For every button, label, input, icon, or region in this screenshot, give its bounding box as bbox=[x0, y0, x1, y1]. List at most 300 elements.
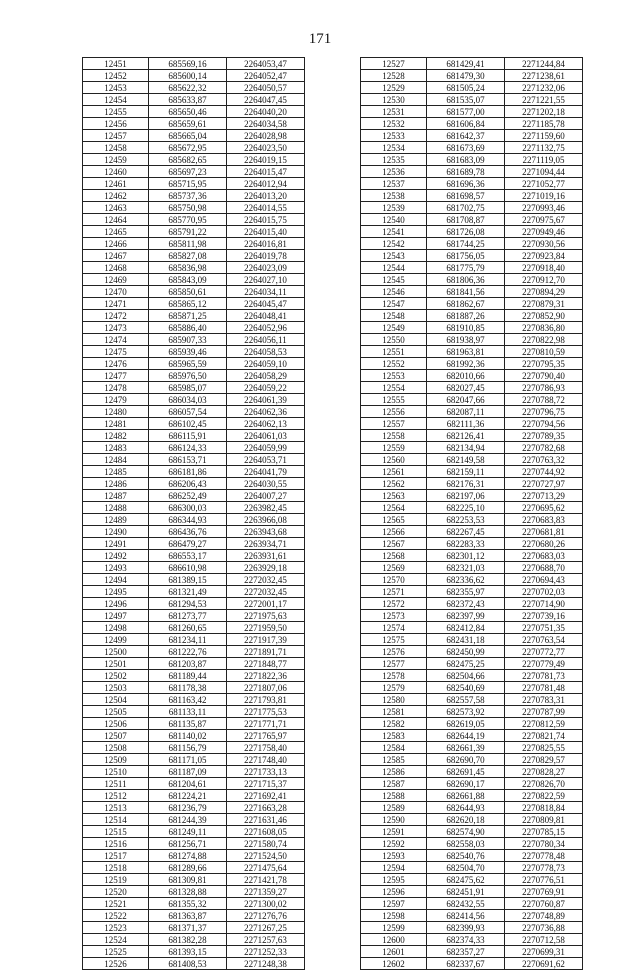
x-coordinate-cell: 685569,16 bbox=[149, 58, 227, 70]
point-number-cell: 12598 bbox=[361, 910, 427, 922]
y-coordinate-cell: 2271959,50 bbox=[227, 622, 305, 634]
table-row bbox=[83, 70, 305, 82]
table-row bbox=[361, 862, 583, 874]
x-coordinate-cell: 681189,44 bbox=[149, 670, 227, 682]
x-coordinate-cell: 681244,39 bbox=[149, 814, 227, 826]
y-coordinate-cell: 2270760,87 bbox=[505, 898, 583, 910]
point-number-cell: 12520 bbox=[83, 886, 149, 898]
y-coordinate-cell: 2271771,71 bbox=[227, 718, 305, 730]
point-number-cell: 12454 bbox=[83, 94, 149, 106]
table-row bbox=[83, 346, 305, 358]
x-coordinate-cell: 682691,45 bbox=[427, 766, 505, 778]
y-coordinate-cell: 2264062,13 bbox=[227, 418, 305, 430]
x-coordinate-cell: 681289,66 bbox=[149, 862, 227, 874]
x-coordinate-cell: 685836,98 bbox=[149, 262, 227, 274]
table-row bbox=[83, 622, 305, 634]
y-coordinate-cell: 2270879,31 bbox=[505, 298, 583, 310]
y-coordinate-cell: 2264053,47 bbox=[227, 58, 305, 70]
x-coordinate-cell: 682644,93 bbox=[427, 802, 505, 814]
point-number-cell: 12575 bbox=[361, 634, 427, 646]
y-coordinate-cell: 2264040,20 bbox=[227, 106, 305, 118]
point-number-cell: 12492 bbox=[83, 550, 149, 562]
y-coordinate-cell: 2270778,48 bbox=[505, 850, 583, 862]
x-coordinate-cell: 682267,45 bbox=[427, 526, 505, 538]
table-row bbox=[83, 850, 305, 862]
point-number-cell: 12475 bbox=[83, 346, 149, 358]
x-coordinate-cell: 682661,88 bbox=[427, 790, 505, 802]
x-coordinate-cell: 682283,33 bbox=[427, 538, 505, 550]
x-coordinate-cell: 682149,58 bbox=[427, 454, 505, 466]
point-number-cell: 12561 bbox=[361, 466, 427, 478]
table-row bbox=[83, 322, 305, 334]
x-coordinate-cell: 682301,12 bbox=[427, 550, 505, 562]
x-coordinate-cell: 682412,84 bbox=[427, 622, 505, 634]
y-coordinate-cell: 2264007,27 bbox=[227, 490, 305, 502]
x-coordinate-cell: 682253,53 bbox=[427, 514, 505, 526]
point-number-cell: 12504 bbox=[83, 694, 149, 706]
x-coordinate-cell: 682355,97 bbox=[427, 586, 505, 598]
table-row bbox=[83, 898, 305, 910]
x-coordinate-cell: 681187,09 bbox=[149, 766, 227, 778]
point-number-cell: 12515 bbox=[83, 826, 149, 838]
table-row bbox=[83, 706, 305, 718]
x-coordinate-cell: 681363,87 bbox=[149, 910, 227, 922]
x-coordinate-cell: 681689,78 bbox=[427, 166, 505, 178]
x-coordinate-cell: 682431,18 bbox=[427, 634, 505, 646]
table-row bbox=[83, 190, 305, 202]
point-number-cell: 12477 bbox=[83, 370, 149, 382]
table-row bbox=[83, 886, 305, 898]
point-number-cell: 12524 bbox=[83, 934, 149, 946]
table-row bbox=[83, 550, 305, 562]
table-row bbox=[361, 898, 583, 910]
y-coordinate-cell: 2271132,75 bbox=[505, 142, 583, 154]
point-number-cell: 12562 bbox=[361, 478, 427, 490]
y-coordinate-cell: 2271202,18 bbox=[505, 106, 583, 118]
point-number-cell: 12502 bbox=[83, 670, 149, 682]
table-row bbox=[361, 202, 583, 214]
point-number-cell: 12487 bbox=[83, 490, 149, 502]
point-number-cell: 12597 bbox=[361, 898, 427, 910]
point-number-cell: 12529 bbox=[361, 82, 427, 94]
y-coordinate-cell: 2264059,22 bbox=[227, 382, 305, 394]
point-number-cell: 12506 bbox=[83, 718, 149, 730]
table-row bbox=[83, 382, 305, 394]
point-number-cell: 12519 bbox=[83, 874, 149, 886]
point-number-cell: 12494 bbox=[83, 574, 149, 586]
y-coordinate-cell: 2264053,71 bbox=[227, 454, 305, 466]
y-coordinate-cell: 2270695,62 bbox=[505, 502, 583, 514]
y-coordinate-cell: 2271775,53 bbox=[227, 706, 305, 718]
table-row bbox=[361, 238, 583, 250]
point-number-cell: 12554 bbox=[361, 382, 427, 394]
x-coordinate-cell: 681204,61 bbox=[149, 778, 227, 790]
x-coordinate-cell: 681606,84 bbox=[427, 118, 505, 130]
y-coordinate-cell: 2272001,17 bbox=[227, 598, 305, 610]
y-coordinate-cell: 2270763,32 bbox=[505, 454, 583, 466]
x-coordinate-cell: 685907,33 bbox=[149, 334, 227, 346]
x-coordinate-cell: 682540,76 bbox=[427, 850, 505, 862]
y-coordinate-cell: 2270787,99 bbox=[505, 706, 583, 718]
x-coordinate-cell: 681389,15 bbox=[149, 574, 227, 586]
x-coordinate-cell: 685665,04 bbox=[149, 130, 227, 142]
x-coordinate-cell: 681274,88 bbox=[149, 850, 227, 862]
table-row bbox=[361, 262, 583, 274]
x-coordinate-cell: 685682,65 bbox=[149, 154, 227, 166]
table-row bbox=[83, 598, 305, 610]
y-coordinate-cell: 2271663,28 bbox=[227, 802, 305, 814]
table-row bbox=[83, 826, 305, 838]
point-number-cell: 12472 bbox=[83, 310, 149, 322]
table-row bbox=[361, 730, 583, 742]
x-coordinate-cell: 685811,98 bbox=[149, 238, 227, 250]
y-coordinate-cell: 2271524,50 bbox=[227, 850, 305, 862]
x-coordinate-cell: 681234,11 bbox=[149, 634, 227, 646]
y-coordinate-cell: 2271221,55 bbox=[505, 94, 583, 106]
table-row bbox=[361, 778, 583, 790]
y-coordinate-cell: 2264023,50 bbox=[227, 142, 305, 154]
table-row bbox=[83, 250, 305, 262]
table-row bbox=[83, 358, 305, 370]
point-number-cell: 12531 bbox=[361, 106, 427, 118]
y-coordinate-cell: 2263943,68 bbox=[227, 526, 305, 538]
y-coordinate-cell: 2270751,35 bbox=[505, 622, 583, 634]
x-coordinate-cell: 686115,91 bbox=[149, 430, 227, 442]
table-row bbox=[83, 178, 305, 190]
y-coordinate-cell: 2270829,57 bbox=[505, 754, 583, 766]
table-row bbox=[83, 910, 305, 922]
y-coordinate-cell: 2270975,67 bbox=[505, 214, 583, 226]
y-coordinate-cell: 2264050,57 bbox=[227, 82, 305, 94]
point-number-cell: 12594 bbox=[361, 862, 427, 874]
point-number-cell: 12586 bbox=[361, 766, 427, 778]
point-number-cell: 12534 bbox=[361, 142, 427, 154]
y-coordinate-cell: 2270821,74 bbox=[505, 730, 583, 742]
table-row bbox=[361, 94, 583, 106]
x-coordinate-cell: 685659,61 bbox=[149, 118, 227, 130]
table-row bbox=[361, 430, 583, 442]
y-coordinate-cell: 2271119,05 bbox=[505, 154, 583, 166]
x-coordinate-cell: 685770,95 bbox=[149, 214, 227, 226]
table-row bbox=[361, 934, 583, 946]
table-row bbox=[361, 82, 583, 94]
y-coordinate-cell: 2270822,59 bbox=[505, 790, 583, 802]
table-row bbox=[83, 922, 305, 934]
page-number: 171 bbox=[308, 31, 332, 47]
x-coordinate-cell: 681321,49 bbox=[149, 586, 227, 598]
y-coordinate-cell: 2271232,06 bbox=[505, 82, 583, 94]
point-number-cell: 12538 bbox=[361, 190, 427, 202]
x-coordinate-cell: 681887,26 bbox=[427, 310, 505, 322]
y-coordinate-cell: 2264015,75 bbox=[227, 214, 305, 226]
point-number-cell: 12505 bbox=[83, 706, 149, 718]
table-row bbox=[83, 142, 305, 154]
y-coordinate-cell: 2264052,96 bbox=[227, 322, 305, 334]
table-row bbox=[83, 214, 305, 226]
table-row bbox=[361, 598, 583, 610]
table-row bbox=[83, 646, 305, 658]
point-number-cell: 12526 bbox=[83, 958, 149, 970]
table-row bbox=[361, 766, 583, 778]
table-row bbox=[361, 178, 583, 190]
table-row bbox=[361, 358, 583, 370]
y-coordinate-cell: 2272032,45 bbox=[227, 586, 305, 598]
y-coordinate-cell: 2263982,45 bbox=[227, 502, 305, 514]
x-coordinate-cell: 682399,93 bbox=[427, 922, 505, 934]
table-row bbox=[361, 346, 583, 358]
table-row bbox=[83, 310, 305, 322]
y-coordinate-cell: 2270778,73 bbox=[505, 862, 583, 874]
point-number-cell: 12456 bbox=[83, 118, 149, 130]
y-coordinate-cell: 2270993,46 bbox=[505, 202, 583, 214]
y-coordinate-cell: 2270781,73 bbox=[505, 670, 583, 682]
table-row bbox=[361, 562, 583, 574]
point-number-cell: 12460 bbox=[83, 166, 149, 178]
x-coordinate-cell: 682540,69 bbox=[427, 682, 505, 694]
x-coordinate-cell: 682225,10 bbox=[427, 502, 505, 514]
point-number-cell: 12498 bbox=[83, 622, 149, 634]
point-number-cell: 12572 bbox=[361, 598, 427, 610]
table-row bbox=[361, 298, 583, 310]
y-coordinate-cell: 2270796,75 bbox=[505, 406, 583, 418]
table-row bbox=[361, 454, 583, 466]
y-coordinate-cell: 2270712,58 bbox=[505, 934, 583, 946]
point-number-cell: 12557 bbox=[361, 418, 427, 430]
x-coordinate-cell: 685985,07 bbox=[149, 382, 227, 394]
table-row bbox=[83, 298, 305, 310]
point-number-cell: 12463 bbox=[83, 202, 149, 214]
x-coordinate-cell: 681775,79 bbox=[427, 262, 505, 274]
y-coordinate-cell: 2270694,43 bbox=[505, 574, 583, 586]
point-number-cell: 12484 bbox=[83, 454, 149, 466]
point-number-cell: 12571 bbox=[361, 586, 427, 598]
y-coordinate-cell: 2264061,03 bbox=[227, 430, 305, 442]
y-coordinate-cell: 2264027,10 bbox=[227, 274, 305, 286]
point-number-cell: 12481 bbox=[83, 418, 149, 430]
y-coordinate-cell: 2271052,77 bbox=[505, 178, 583, 190]
table-row bbox=[83, 466, 305, 478]
y-coordinate-cell: 2270681,81 bbox=[505, 526, 583, 538]
y-coordinate-cell: 2271248,38 bbox=[227, 958, 305, 970]
y-coordinate-cell: 2264019,15 bbox=[227, 154, 305, 166]
table-row bbox=[83, 574, 305, 586]
coordinates-table-right bbox=[360, 57, 583, 970]
x-coordinate-cell: 681133,11 bbox=[149, 706, 227, 718]
y-coordinate-cell: 2270809,81 bbox=[505, 814, 583, 826]
point-number-cell: 12545 bbox=[361, 274, 427, 286]
table-row bbox=[361, 154, 583, 166]
x-coordinate-cell: 681673,69 bbox=[427, 142, 505, 154]
y-coordinate-cell: 2270918,40 bbox=[505, 262, 583, 274]
point-number-cell: 12476 bbox=[83, 358, 149, 370]
x-coordinate-cell: 686034,03 bbox=[149, 394, 227, 406]
point-number-cell: 12548 bbox=[361, 310, 427, 322]
table-row bbox=[361, 490, 583, 502]
y-coordinate-cell: 2270748,89 bbox=[505, 910, 583, 922]
y-coordinate-cell: 2270836,80 bbox=[505, 322, 583, 334]
table-row bbox=[361, 130, 583, 142]
y-coordinate-cell: 2271608,05 bbox=[227, 826, 305, 838]
x-coordinate-cell: 682159,11 bbox=[427, 466, 505, 478]
x-coordinate-cell: 685672,95 bbox=[149, 142, 227, 154]
table-row bbox=[361, 838, 583, 850]
point-number-cell: 12590 bbox=[361, 814, 427, 826]
table-row bbox=[361, 502, 583, 514]
x-coordinate-cell: 682111,36 bbox=[427, 418, 505, 430]
point-number-cell: 12510 bbox=[83, 766, 149, 778]
y-coordinate-cell: 2264058,53 bbox=[227, 346, 305, 358]
x-coordinate-cell: 681535,07 bbox=[427, 94, 505, 106]
table-row bbox=[83, 514, 305, 526]
point-number-cell: 12588 bbox=[361, 790, 427, 802]
point-number-cell: 12503 bbox=[83, 682, 149, 694]
table-row bbox=[361, 538, 583, 550]
point-number-cell: 12535 bbox=[361, 154, 427, 166]
point-number-cell: 12559 bbox=[361, 442, 427, 454]
y-coordinate-cell: 2271276,76 bbox=[227, 910, 305, 922]
x-coordinate-cell: 682027,45 bbox=[427, 382, 505, 394]
table-row bbox=[361, 694, 583, 706]
point-number-cell: 12518 bbox=[83, 862, 149, 874]
point-number-cell: 12543 bbox=[361, 250, 427, 262]
table-row bbox=[83, 286, 305, 298]
point-number-cell: 12547 bbox=[361, 298, 427, 310]
x-coordinate-cell: 681203,87 bbox=[149, 658, 227, 670]
x-coordinate-cell: 686153,71 bbox=[149, 454, 227, 466]
x-coordinate-cell: 681382,28 bbox=[149, 934, 227, 946]
table-row bbox=[83, 406, 305, 418]
table-row bbox=[361, 910, 583, 922]
y-coordinate-cell: 2263931,61 bbox=[227, 550, 305, 562]
y-coordinate-cell: 2270779,49 bbox=[505, 658, 583, 670]
table-row bbox=[83, 814, 305, 826]
table-row bbox=[361, 214, 583, 226]
x-coordinate-cell: 681744,25 bbox=[427, 238, 505, 250]
point-number-cell: 12583 bbox=[361, 730, 427, 742]
x-coordinate-cell: 681429,41 bbox=[427, 58, 505, 70]
point-number-cell: 12558 bbox=[361, 430, 427, 442]
x-coordinate-cell: 685715,95 bbox=[149, 178, 227, 190]
table-row bbox=[361, 754, 583, 766]
table-row bbox=[361, 610, 583, 622]
y-coordinate-cell: 2264012,94 bbox=[227, 178, 305, 190]
y-coordinate-cell: 2270683,03 bbox=[505, 550, 583, 562]
table-row bbox=[361, 682, 583, 694]
table-row bbox=[83, 334, 305, 346]
x-coordinate-cell: 682451,91 bbox=[427, 886, 505, 898]
y-coordinate-cell: 2271159,60 bbox=[505, 130, 583, 142]
point-number-cell: 12532 bbox=[361, 118, 427, 130]
y-coordinate-cell: 2270702,03 bbox=[505, 586, 583, 598]
x-coordinate-cell: 681328,88 bbox=[149, 886, 227, 898]
point-number-cell: 12599 bbox=[361, 922, 427, 934]
point-number-cell: 12560 bbox=[361, 454, 427, 466]
point-number-cell: 12452 bbox=[83, 70, 149, 82]
table-row bbox=[83, 526, 305, 538]
y-coordinate-cell: 2271244,84 bbox=[505, 58, 583, 70]
y-coordinate-cell: 2270786,93 bbox=[505, 382, 583, 394]
point-number-cell: 12566 bbox=[361, 526, 427, 538]
x-coordinate-cell: 681260,65 bbox=[149, 622, 227, 634]
point-number-cell: 12480 bbox=[83, 406, 149, 418]
x-coordinate-cell: 685850,61 bbox=[149, 286, 227, 298]
x-coordinate-cell: 682644,19 bbox=[427, 730, 505, 742]
table-row bbox=[361, 106, 583, 118]
y-coordinate-cell: 2270744,92 bbox=[505, 466, 583, 478]
y-coordinate-cell: 2271094,44 bbox=[505, 166, 583, 178]
table-row bbox=[361, 406, 583, 418]
x-coordinate-cell: 682690,70 bbox=[427, 754, 505, 766]
table-row bbox=[361, 742, 583, 754]
x-coordinate-cell: 681938,97 bbox=[427, 334, 505, 346]
y-coordinate-cell: 2270691,62 bbox=[505, 958, 583, 970]
table-row bbox=[361, 286, 583, 298]
y-coordinate-cell: 2264041,79 bbox=[227, 466, 305, 478]
table-row bbox=[83, 370, 305, 382]
x-coordinate-cell: 682450,99 bbox=[427, 646, 505, 658]
y-coordinate-cell: 2270727,97 bbox=[505, 478, 583, 490]
table-row bbox=[83, 418, 305, 430]
point-number-cell: 12578 bbox=[361, 670, 427, 682]
table-row bbox=[83, 166, 305, 178]
point-number-cell: 12486 bbox=[83, 478, 149, 490]
point-number-cell: 12469 bbox=[83, 274, 149, 286]
table-row bbox=[83, 610, 305, 622]
table-row bbox=[361, 418, 583, 430]
table-row bbox=[83, 118, 305, 130]
y-coordinate-cell: 2270794,56 bbox=[505, 418, 583, 430]
table-row bbox=[361, 658, 583, 670]
table-row bbox=[361, 646, 583, 658]
point-number-cell: 12546 bbox=[361, 286, 427, 298]
table-row bbox=[83, 262, 305, 274]
table-row bbox=[361, 322, 583, 334]
point-number-cell: 12579 bbox=[361, 682, 427, 694]
point-number-cell: 12499 bbox=[83, 634, 149, 646]
table-row bbox=[361, 478, 583, 490]
y-coordinate-cell: 2264019,78 bbox=[227, 250, 305, 262]
point-number-cell: 12573 bbox=[361, 610, 427, 622]
y-coordinate-cell: 2271748,40 bbox=[227, 754, 305, 766]
y-coordinate-cell: 2271359,27 bbox=[227, 886, 305, 898]
table-row bbox=[83, 802, 305, 814]
x-coordinate-cell: 685600,14 bbox=[149, 70, 227, 82]
point-number-cell: 12488 bbox=[83, 502, 149, 514]
point-number-cell: 12537 bbox=[361, 178, 427, 190]
x-coordinate-cell: 681577,00 bbox=[427, 106, 505, 118]
x-coordinate-cell: 681726,08 bbox=[427, 226, 505, 238]
point-number-cell: 12527 bbox=[361, 58, 427, 70]
x-coordinate-cell: 685976,50 bbox=[149, 370, 227, 382]
x-coordinate-cell: 686102,45 bbox=[149, 418, 227, 430]
x-coordinate-cell: 681171,05 bbox=[149, 754, 227, 766]
table-row bbox=[361, 874, 583, 886]
y-coordinate-cell: 2270826,70 bbox=[505, 778, 583, 790]
point-number-cell: 12458 bbox=[83, 142, 149, 154]
y-coordinate-cell: 2270825,55 bbox=[505, 742, 583, 754]
point-number-cell: 12585 bbox=[361, 754, 427, 766]
x-coordinate-cell: 681371,37 bbox=[149, 922, 227, 934]
x-coordinate-cell: 685886,40 bbox=[149, 322, 227, 334]
x-coordinate-cell: 682134,94 bbox=[427, 442, 505, 454]
point-number-cell: 12468 bbox=[83, 262, 149, 274]
y-coordinate-cell: 2264059,10 bbox=[227, 358, 305, 370]
table-body-right bbox=[361, 58, 583, 970]
x-coordinate-cell: 681806,36 bbox=[427, 274, 505, 286]
x-coordinate-cell: 682357,27 bbox=[427, 946, 505, 958]
x-coordinate-cell: 681273,77 bbox=[149, 610, 227, 622]
point-number-cell: 12453 bbox=[83, 82, 149, 94]
